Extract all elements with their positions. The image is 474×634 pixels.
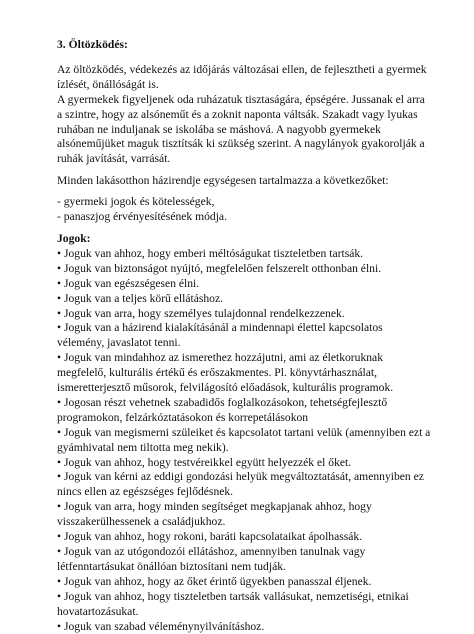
- text-line: ízlését, önállóságát is.: [57, 77, 159, 91]
- list-item: nincs ellen az egészséges fejlődésnek.: [57, 485, 234, 499]
- list-item: • Joguk van szabad véleménynyilvánításhoz.: [57, 619, 265, 633]
- list-item: • Joguk van ahhoz, hogy tiszteletben tartsák vallásukat, nemzetiségi, etnikai: [57, 589, 409, 603]
- rights-list: [57, 247, 434, 634]
- list-item: • Joguk van kérni az eddigi gondozási helyük megváltoztatását, amennyiben ez: [57, 470, 424, 484]
- text-line: alsóneműjüket maguk tisztítsák ki szükség szerint. A nagylányok gyakorolják a: [57, 137, 425, 151]
- intro-paragraph: [57, 63, 434, 167]
- text-line: ruhában ne induljanak se iskolába se máshová. A nagyobb gyermekek: [57, 122, 381, 136]
- list-item: • Joguk van ahhoz, hogy testvéreikkel együtt helyezzék el őket.: [57, 455, 352, 469]
- list-item: hovatartozásukat.: [57, 604, 139, 618]
- list-item: visszakerülhessenek a családjukhoz.: [57, 515, 226, 529]
- list-item: létfenntartásukat önállóan biztosítani nem tudják.: [57, 559, 286, 573]
- rules-intro: Minden lakásotthon házirendje egységesen tartalmazza a következőket:: [57, 174, 389, 188]
- text-line: A gyermekek figyeljenek oda ruházatuk tisztaságára, épségére. Jussanak el arra: [57, 92, 425, 106]
- list-item: ismeretterjesztő műsorok, felvilágosító előadások, kulturális programok.: [57, 381, 394, 395]
- list-item: • Joguk van biztonságot nyújtó, megfelelően felszerelt otthonban élni.: [57, 261, 382, 275]
- list-item: gyámhivatal nem tiltotta meg nekik).: [57, 440, 229, 454]
- list-item: - gyermeki jogok és kötelességek,: [57, 195, 215, 209]
- rules-list: [57, 195, 434, 225]
- list-item: programokon, felzárkóztatásokon és korrepetálásokon: [57, 410, 309, 424]
- section-heading: 3. Öltözködés:: [57, 38, 128, 51]
- list-item: • Joguk van arra, hogy minden segítséget megkapjanak ahhoz, hogy: [57, 500, 372, 514]
- text-line: Az öltözködés, védekezés az időjárás változásai ellen, de fejlesztheti a gyermek: [57, 62, 427, 76]
- list-item: • Joguk van egészségesen élni.: [57, 276, 200, 290]
- list-item: • Joguk van a teljes körű ellátáshoz.: [57, 291, 224, 305]
- list-item: vélemény, javaslatot tenni.: [57, 336, 181, 350]
- text-line: a szintre, hogy az alsóneműt és a zoknit naponta váltsák. Szakadt vagy lyukas: [57, 107, 418, 121]
- list-item: • Joguk van ahhoz, hogy rokoni, baráti kapcsolataikat ápolhassák.: [57, 530, 363, 544]
- list-item: - panaszjog érvényesítésének módja.: [57, 210, 227, 224]
- list-item: • Jogosan részt vehetnek szabadidős foglalkozásokon, tehetségfejlesztő: [57, 395, 388, 409]
- list-item: • Joguk van arra, hogy személyes tulajdonnal rendelkezzenek.: [57, 306, 345, 320]
- list-item: • Joguk van ahhoz, hogy emberi méltóságukat tiszteletben tartsák.: [57, 246, 364, 260]
- rights-heading: Jogok:: [57, 231, 91, 245]
- list-item: megfelelő, kulturális értékű és erőszakmentes. Pl. könyvtárhasználat,: [57, 366, 378, 380]
- list-item: • Joguk van a házirend kialakításánál a mindennapi élettel kapcsolatos: [57, 321, 383, 335]
- text-line: ruhák javítását, varrását.: [57, 152, 171, 166]
- list-item: • Joguk van az utógondozói ellátáshoz, amennyiben tanulnak vagy: [57, 545, 366, 558]
- list-item: • Joguk van mindahhoz az ismerethez hozzájutni, ami az életkoruknak: [57, 351, 383, 365]
- list-item: • Joguk van megismerni szüleiket és kapcsolatot tartani velük (amennyiben ezt a: [57, 425, 431, 439]
- list-item: • Joguk van ahhoz, hogy az őket érintő ügyekben panasszal éljenek.: [57, 574, 372, 588]
